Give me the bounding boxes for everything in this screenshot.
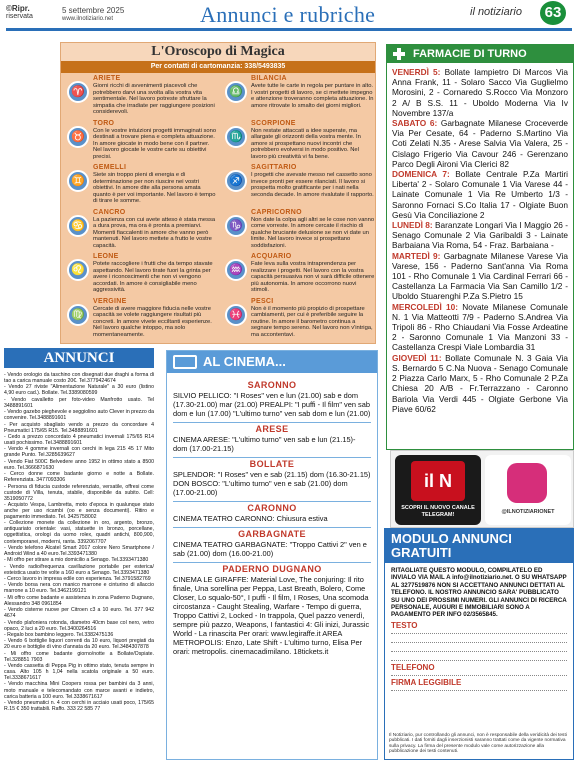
pisces-icon: ♓ <box>225 304 247 326</box>
sign-forecast: Giorni ricchi di avvenimenti piacevoli che potrebbero darvi una svolta alla vostra vita sentimentale. Nel lavoro potreste sfruttare la simpatia che irradiate per raggiungere posizioni considerevoli. <box>93 83 215 116</box>
pharmacy-list-text: Bollate Comunale N. 3 Gaia Via S. Bernardo 5 C.Na Nuova - Senago Comunale 2 Piazza Carlo Marx, 5 - Rho Comunale 2 P.Za Chiesa 20 A/B - Fr.Terrazzano - Caronno Bariola Via Verdi 445 - Olgiate Gerbone Via Piave 60/62 <box>392 352 569 414</box>
sign-name: SCORPIONE <box>251 119 296 127</box>
ad-form-text-label: TESTO <box>391 622 567 634</box>
pharmacy-entry <box>392 169 568 220</box>
sign-forecast: Siete sin troppo pieni di energia e di determinazione per non riuscire nei vostri obiettivi. In amore dite alla persona amata quanto è per voi importante. Nel lavoro è tempo di tirare le somme. <box>93 172 216 205</box>
classified-ad: - Per acquisto sbagliato vendo a prezzo da concordare 4 Pneumatici 175/65 R15. Tel.3488891601 <box>4 421 154 434</box>
pharmacy-list-text: Baranzate Longari Via I Maggio 26 - Senago Comunale 2 Via Garibaldi 3 - Lainate Barbaiana Via Roma, 54 - Fraz. Barbaiana - <box>392 220 568 251</box>
sign-forecast: La pazienza con cui avete atteso è stata messa a dura prova, ma ora è pronta a premiarvi. Momenti fiaccalenti in amore che vanno però mantenuti. Nel lavoro mettete a frutto le vostre capacità. <box>93 216 216 249</box>
publisher-logo: ©Ripr. riservata <box>6 4 33 20</box>
ad-form-text-line[interactable] <box>391 643 567 652</box>
horoscope-sign <box>221 209 377 253</box>
leo-icon: ♌ <box>67 259 89 281</box>
pharmacy-entry <box>392 67 568 118</box>
classified-ad: - Cerco lavoro in impresa edile con esperienza. Tel.3791582769 <box>4 576 151 582</box>
cinema-town: GARBAGNATE <box>238 529 306 539</box>
classified-ad: - Vendo 27 riviste "Alimentazione Naturale" a 30 euro (listino 4,90 euro cad.). Bollate. Tel.3389080599 <box>4 384 154 397</box>
classified-ad: - Vendo orologio da taschino con disegnati due draghi a forma di tao a carica manuale costo 20€. Tel.3779424674 <box>4 372 154 385</box>
cinema-section <box>173 457 371 497</box>
aries-icon: ♈ <box>67 81 89 103</box>
horoscope-box <box>60 42 376 344</box>
pharmacy-list-text: Garbagnate Milanese Croceverde Via Per Cesate, 64 - Paderno S.Martino Via Coti Zelati N.35 - Arese Salvia Via Valera, 25 - Cislago Frigerio Via Cavour 246 - Gerenzano Parco Degli Aironi Via Clerici 82 <box>392 118 568 169</box>
pharmacy-entry <box>392 302 568 353</box>
ad-form-text-line[interactable] <box>391 634 567 643</box>
horoscope-sign <box>63 75 219 119</box>
header-divider <box>6 28 572 31</box>
sign-name: BILANCIA <box>251 75 287 82</box>
instagram-icon <box>507 463 547 503</box>
issue-date: 5 settembre 2025 <box>62 6 125 15</box>
horoscope-sign <box>221 75 377 119</box>
page-number: 63 <box>540 1 566 25</box>
classified-ad: - Vendo macchina Mini Coopers rossa per bambini da 3 anni, moto manuale e telecomandato con marce avanti e indietro, carica batteria a 100 euro. Tel.3338671617 <box>4 681 154 700</box>
instagram-promo[interactable] <box>485 455 571 525</box>
horoscope-sign <box>63 253 219 297</box>
sign-forecast: Avete tutte le carte in regola per puntare in alto. I vostri progetti di lavoro, se ci mettete impegno e attenzione troveranno completa attuazione. In amore ritrovate lo smalto dei giorni migliori. <box>251 83 374 109</box>
site-url[interactable]: www.ilnotiziario.net <box>62 16 114 22</box>
virgo-icon: ♍ <box>67 304 89 326</box>
pharmacy-day: DOMENICA 7: <box>392 169 450 180</box>
pharmacy-entry <box>392 353 568 414</box>
classified-ad: - Regalo box bambino leggero. Tel.3382475136 <box>4 631 114 638</box>
ad-form-text-line[interactable] <box>391 652 567 661</box>
sign-name: GEMELLI <box>93 164 127 171</box>
classified-ad: - Vendo cisterne nuove per Citroen c3 a 10 euro. Tel. 377 942 4674 <box>4 607 154 620</box>
gemini-icon: ♊ <box>67 170 89 192</box>
cinema-schedule: CINEMA TEATRO CARONNO: Chiusura estiva <box>173 514 328 523</box>
sign-name: CAPRICORNO <box>251 208 302 216</box>
horoscope-sign <box>63 164 219 208</box>
ad-form-phone-label: TELEFONO <box>391 664 567 676</box>
horoscope-sign <box>221 298 377 342</box>
pharmacy-day: VENERDÌ 5: <box>392 67 441 77</box>
sign-name: TORO <box>93 119 115 127</box>
horoscope-contact: Per contatti di cartomanzia: 338/5493835 <box>61 61 375 73</box>
ad-form-disclaimer: Il Notiziario, pur controllando gli annunci, non è responsabile della veridicità dei testi pubblicati. I dati forniti dagli inserzionisti saranno trattati come da vigente normativa sulla privacy. La firma del presente modulo vale come autorizzazione alla pubblicazione dei testi contenuti. <box>389 732 567 755</box>
sign-name: CANCRO <box>93 208 126 216</box>
ad-form-box <box>384 528 574 760</box>
cinema-schedule: CINEMA TEATRO GARBAGNATE: "Troppo Cattivi 2" ven e sab (21.00) dom (16.00-21.00) <box>173 540 367 558</box>
cinema-title: AL CINEMA... <box>203 354 286 369</box>
capricorn-icon: ♑ <box>225 215 247 237</box>
sagittarius-icon: ♐ <box>225 170 247 192</box>
instagram-handle: @ILNOTIZIARIONET <box>501 509 555 515</box>
pharmacy-header <box>387 45 573 63</box>
ad-form-signature-label: FIRMA LEGGIBILE <box>391 679 567 691</box>
pharmacy-entry <box>392 118 568 169</box>
sign-name: SAGITTARIO <box>251 164 297 171</box>
cinema-listings <box>167 373 377 658</box>
pharmacy-day: GIOVEDÌ 11: <box>392 352 442 363</box>
cinema-header <box>167 351 377 373</box>
classified-ad: - Acquisto Vespa, Lambretta, moto d'epoca in qualunque stato anche per uso ricambi (oo e senza documenti). Ritiro e pagamento immediato. Tel. 3425758002 <box>4 501 154 521</box>
classified-ad: - Mi offro come badante e assistenza in zona Paderno Dugnano, Alessandro 348 0961854 <box>4 594 154 607</box>
classified-ad: - Vendo gazebo pieghevole e seggiolino auto Clever in prezzo da convenire. Tel.3488891601 <box>4 409 154 422</box>
horoscope-sign <box>63 120 219 164</box>
classified-ad: - Vendo cavalletto per foto-video Manfrotto usato. Tel 3488891601 <box>4 396 154 409</box>
pharmacy-box <box>386 44 574 450</box>
classified-ad: - Vendo radio/frequenza cavillazione portabile per esterica/ esteistica usato tre volte a 160 euro a Senago. Tel.3393471380 <box>4 563 154 576</box>
libra-icon: ♎ <box>225 81 247 103</box>
pharmacy-cross-icon <box>393 48 405 60</box>
telegram-promo-text: SCOPRI IL NUOVO CANALE TELEGRAM! <box>401 505 475 518</box>
cinema-section <box>173 501 371 523</box>
sign-forecast: Potete raccogliere i frutti che da tempo stavate aspettando. Nel lavoro tirate fuori la grinta per avere i riconoscimenti che non vi vengono accordati. In amore è consigliabile meno aggressività. <box>93 261 213 294</box>
horoscope-sign <box>221 120 377 164</box>
classified-ad: - Cedo a prezzo concordato 4 pneumatici invernali 175/65 R14 usati pochissimo. Tel.3488891601 <box>4 433 154 446</box>
cinema-section <box>173 422 371 453</box>
horoscope-signs <box>61 75 377 343</box>
classifieds-title: ANNUNCI <box>4 348 154 368</box>
pharmacy-day: SABATO 6: <box>392 118 438 129</box>
scorpio-icon: ♏ <box>225 126 247 148</box>
classified-ad: - Cerco donne come badante giorno e notte a Bollate. Referenziata. 3477093306 <box>4 471 154 484</box>
classified-ad: - Vendo 4 gomme invernali con cerchi in lega 215 45 17 Mito grande Punto. Tel.3285639627 <box>4 446 154 459</box>
cancer-icon: ♋ <box>67 215 89 237</box>
horoscope-sign <box>63 298 219 342</box>
telegram-promo[interactable] <box>395 455 481 525</box>
brand-name: il notiziario <box>470 6 522 18</box>
pharmacy-list-text: Bollate Centrale P.Za Martiri Liberta' 2 - Solaro Comunale 1 Via Varese 44 - Lainate Comunale 1 Via Re Umberto 1/3 - Saronno Fornaci S.Co Italia 17 - Olgiate Buon Gesù Via Conciliazione 2 <box>392 169 569 220</box>
classifieds-list <box>4 372 154 712</box>
pharmacy-day: MERCOLEDÌ 10: <box>392 301 458 312</box>
sign-forecast: I progetti che avevate messo nel cassetto sono invece pronti per essere rilanciati. Il lavoro si prospetta molto gratificante per i nati nella seconda decade. In amore rivalutate il rapporto. <box>251 172 374 198</box>
film-icon <box>173 355 197 369</box>
sign-forecast: Non è il momento più propizio di prospettare cambiamenti, per cui è preferibile seguire la routine. In amore il barometro continua a segnare tempo sereno. Nel lavoro non v'intriga, ma accontentavi. <box>251 305 373 338</box>
aquarius-icon: ♒ <box>225 259 247 281</box>
sign-name: ARIETE <box>93 75 121 82</box>
classified-ad: - Mi offro per stirare a mio domicilio a Senago. Tel.3393471380 <box>4 557 149 564</box>
horoscope-title: L'Oroscopo di Magica <box>61 43 375 61</box>
sign-name: ACQUARIO <box>251 253 292 260</box>
classified-ad: - Mi offro come badante giorno/notte a Bollate/Ospiate. Tel.328851 7903 <box>4 650 154 663</box>
cinema-box <box>166 350 378 760</box>
classified-ad: - Vendo pneumatici n. 4 con cerchi in acciaio usati poco, 175/65 R.15 € 350 trattabili. Raffo. 333 22 585 77 <box>4 699 154 712</box>
pharmacy-list-text: Garbagnate Milanese Varese Via Varese, 156 - Paderno Sant'anna Via Roma 101 - Rho Comunale 1 Via Cardinal Ferrari 66 - Castellanza La Farmacia Via San Camillo 1/2 - Uboldo Stuarenghi P.Za S.Pietro 15 <box>392 250 568 302</box>
cinema-schedule: CINEMA ARESE: "L'ultimo turno" ven sab e lun (21.15)- dom (17.00-21.15) <box>173 435 356 453</box>
classified-ad: - Vendo Fiat 500C Belvedere anno 1952 in ottimo stato a 8500 euro. Tel.3666871630 <box>4 458 154 471</box>
cinema-section <box>173 562 371 656</box>
classified-ad: - Persona di fiducia custode referenziato, versatile, offresi come custode di Villa, tenuta, stabile, disponibile da subito. Cell: 3519050772 <box>4 483 154 502</box>
cinema-town: PADERNO DUGNANO <box>222 564 322 574</box>
pharmacy-list-text: Novate Milanese Comunale N. 1 Via Matteotti 7/9 - Paderno S.Andrea Via Tripoli 86 - Rho Chiaudani Via Fosse Ardeatine 2 - Saronno Comunale 1 Via Manzoni 33 - Castellanza Crespi Viale Lombardia 31 <box>392 301 568 353</box>
classified-ad: - Vendo plafoniera rotonda, diametro 40cm base col nero, vetro opaco, 2 luci a 20 euro. Tel.3400264516 <box>4 619 154 632</box>
pharmacy-title: FARMACIE DI TURNO <box>413 48 527 60</box>
ad-form-title: MODULO ANNUNCI GRATUITI <box>385 529 573 563</box>
sign-forecast: Con le vostre intuizioni progetti immaginati sono destinati a trovare piena e completa attuazione. In amore giocate in modo bene con il partner. Nel lavoro giocate le vostre carte su obiettivi precisi. <box>93 127 217 160</box>
sign-name: PESCI <box>251 297 274 305</box>
cinema-schedule: CINEMA LE GIRAFFE: Material Love, The conjuring: Il rito finale, Una sorellina per Peppa, Last Breath, Bolero, Come Closer, Lo squalo-50°, I puffi - Il film, I Roses, Una scomoda circostanza - Caught Stealing, Warfare - Tempo di guerra, Troppo Cattivi 2, Locked - In trappola, Quel pazzo venerdì, sempre più pazzo, Weapons, I fantastici 4: Gli inizi, Jurassic World - La rinascita Per orari: www.legiraffe.it AREA METROPOLIS: Enzo, Late Shift - L'ultimo turno, Elisa Per orari: metropolis. cinemacadimilano. 18tickets.it <box>173 575 370 656</box>
ad-form-instructions: RITAGLIATE QUESTO MODULO, COMPILATELO ED INVIALO VIA MAIL A info@ilnotiziario.net. O SU WHATSAPP AL 3277519876 NON SI ACCETTANO ANNUNCI DETTATI AL TELEFONO. IL NOSTRO ANNUNCIO SARA' PUBBLICATO SU UNO DEI PROSSIMI NUMERI. GLI ANNUNCI DI RICERCA PERSONALE, AUGURI E IMMOBILIARI SONO A PAGAMENTO PER INFO 02/3565845. <box>391 567 567 619</box>
cinema-section <box>173 527 371 558</box>
classified-ad: - Vendo telefono Alcatel Smart 2017 colore Nero Smartphone / Android Wind a 40 euro.Tel.3393471380 <box>4 544 154 557</box>
pharmacy-list-text: Bollate Iampietro Di Marcos Via Anna Frank, 11 - Solaro Sacco Via Guglielmo Morosini, 2 - Cornaredo S.Rocco Via Monzoro 2 A/ B S.S. 11 - Uboldo Moderna Via Iv Novembre 137/a <box>392 67 568 118</box>
classified-ad: - Vendo borsa nera con manico marrone e cinturino di allaccio marrone a 10 euro. Tel.3462199121 <box>4 582 154 595</box>
pharmacy-day: MARTEDÌ 9: <box>392 250 441 261</box>
cinema-section <box>173 379 371 418</box>
sign-forecast: Non restate attaccati a idee superate, ma allargate gli orizzonti della vostra mente. In amore si prospettano nuovi incontri che potrebbero evolversi in modo positivo. Nel lavoro più creatività vi fa bene. <box>251 127 361 160</box>
classified-ad: - Vendo 6 bottiglie liquori correnti da 10 euro, liquori pregiati da 20 euro e bottiglie di vino d'annata da 20 euro. Tel.3484307878 <box>4 638 154 651</box>
sign-forecast: Cercate di avere maggiore fiducia nelle vostre capacità se volete raggiungere risultati più concreti. In amore vivete ecciltanti esperienze. Nel lavoro qualche intoppo, ma solo momentaneamente. <box>93 305 212 338</box>
pharmacy-day: LUNEDÌ 8: <box>392 220 433 231</box>
sign-forecast: Non date la colpa agli altri se le cose non vanno come vorreste. In amore cercate il rischio di qualche bruciante delusione se non vi date un limite. Nel lavoro invece si prospettano soddisfazioni. <box>251 216 375 249</box>
pharmacy-list <box>387 63 573 418</box>
horoscope-sign <box>221 164 377 208</box>
sign-name: VERGINE <box>93 297 127 305</box>
page-header <box>0 0 580 42</box>
sign-name: LEONE <box>93 253 119 260</box>
social-promo <box>390 450 574 528</box>
horoscope-sign <box>221 253 377 297</box>
section-title: Annunci e rubriche <box>200 2 376 27</box>
cinema-schedule: SILVIO PELLICO: "I Roses" ven e lun (21.00) sab e dom (17.30-21.00) mar (21.00) PREALPI: "I puffi - Il film" ven sab dom e lun (17.00) "L'ultimo turno" ven sab dom e lun (21.00) <box>173 391 371 418</box>
classified-ad: - Collezione monete da collezione in oro, argento, bronzo, antiquariato orientale: vasi, statuette in bronzo, porcellane, oggettistica, orologi da uomo rolex, quadri antichi, 800,900, contemporanei, moderni, ranta. 3392067707 <box>4 520 154 545</box>
cinema-town: ARESE <box>255 424 289 434</box>
sign-forecast: Fate leva sulla vostra intraprendenza per realizzare i progetti. Nel lavoro con la vostra capacità persuasiva non vi sarà difficile ottenere più autonomia. In amore occorrono nuovi stimoli. <box>251 261 375 294</box>
cinema-town: SARONNO <box>247 380 297 390</box>
taurus-icon: ♉ <box>67 126 89 148</box>
cinema-town: BOLLATE <box>249 459 295 469</box>
cinema-town: CARONNO <box>247 503 297 513</box>
cinema-schedule: SPLENDOR: "I Roses" ven e sab (21.15) dom (16.30-21.15) DON BOSCO: "L'ultimo turno" ven e sab (21.00) dom (17.00-21.00) <box>173 470 371 497</box>
ad-form-body <box>385 563 573 695</box>
telegram-logo-icon: il N <box>411 461 465 501</box>
classified-ad: - Vendo cassetta di Peppa Pig in ottimo stato, tenuta sempre in casa. Alto 105 h 1,04 nella scatola originale a 50 euro. Tel.3338671617 <box>4 663 154 682</box>
horoscope-sign <box>63 209 219 253</box>
pharmacy-entry <box>392 251 568 302</box>
pharmacy-entry <box>392 220 568 251</box>
classifieds-column <box>0 348 158 760</box>
